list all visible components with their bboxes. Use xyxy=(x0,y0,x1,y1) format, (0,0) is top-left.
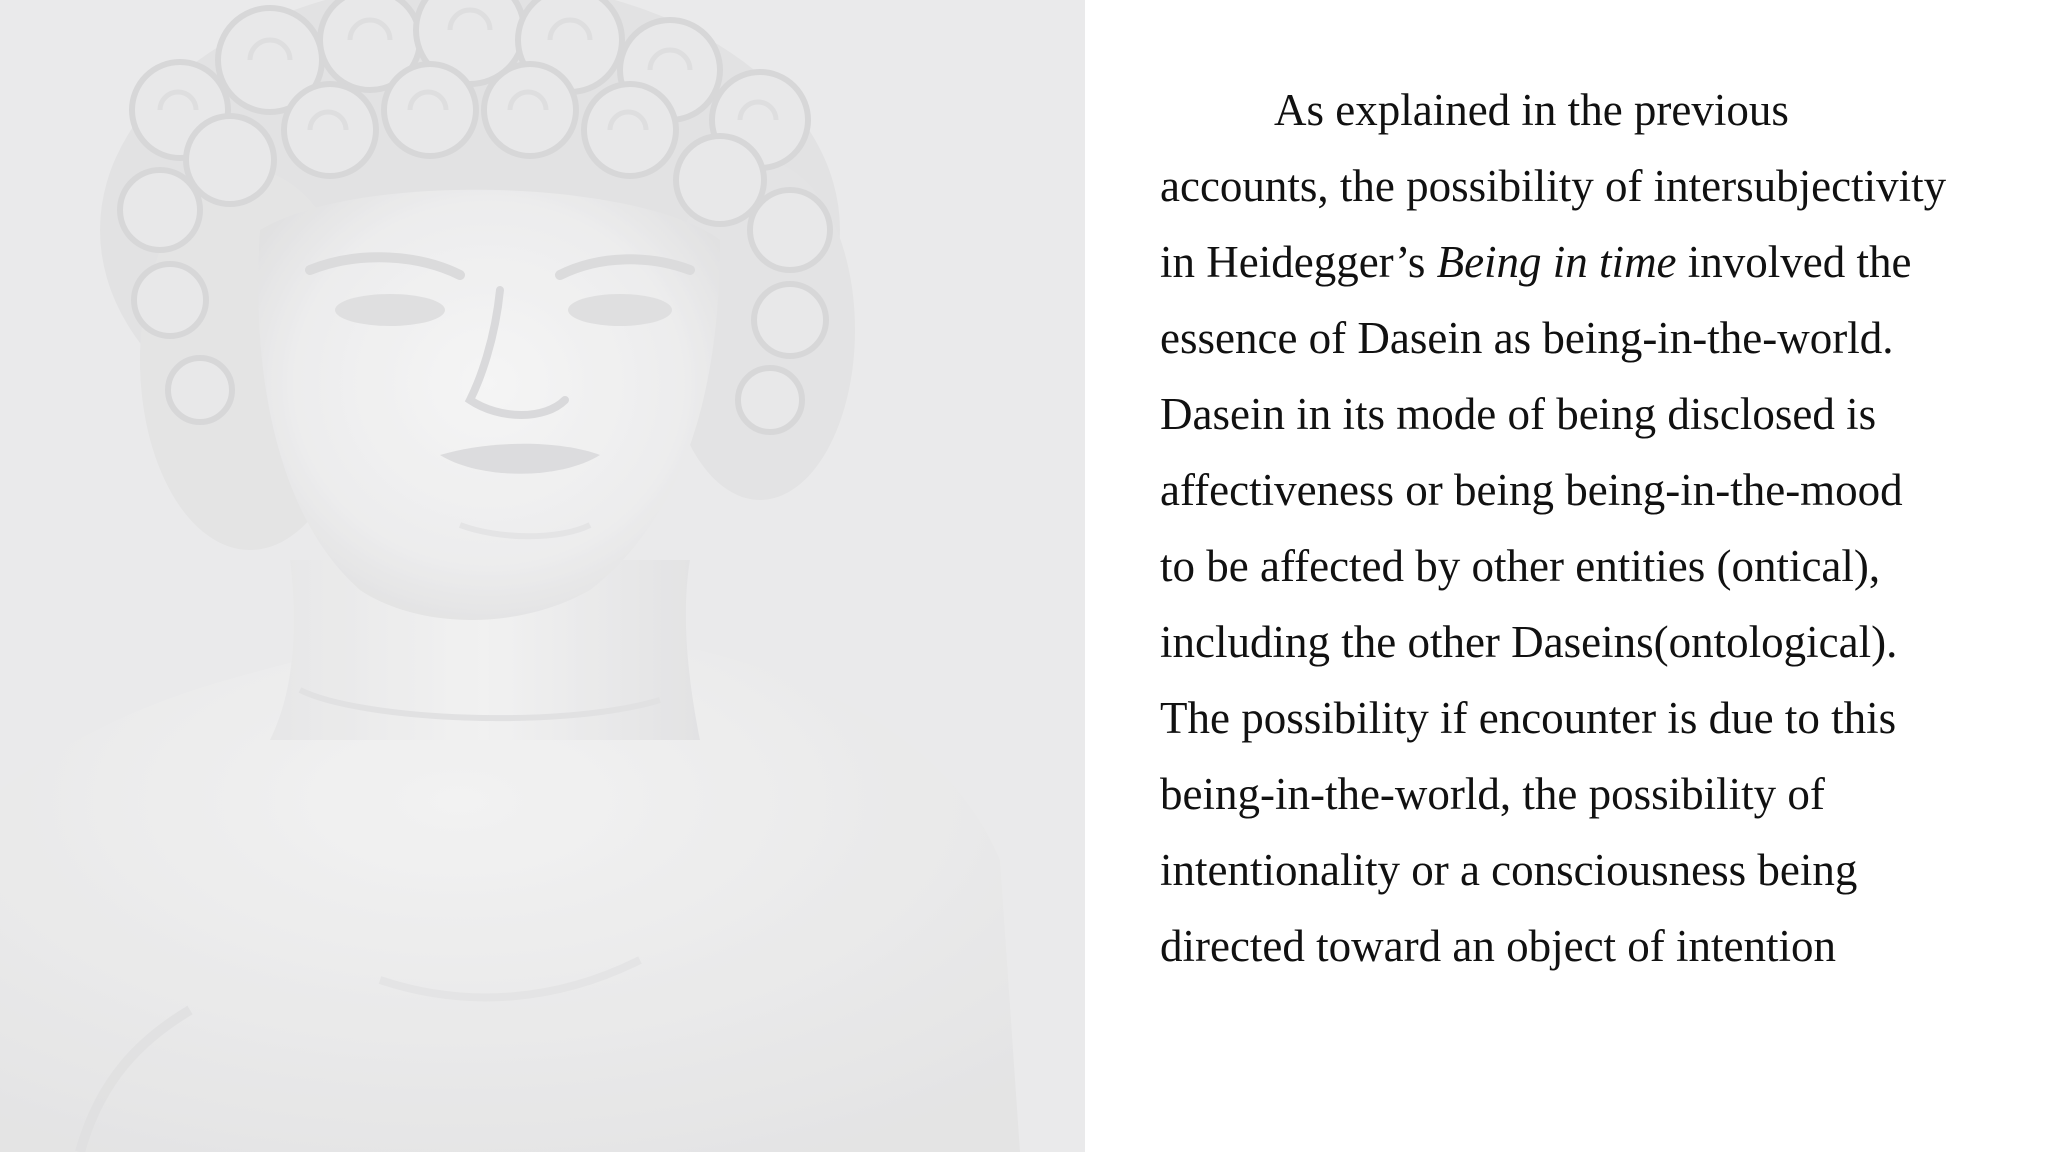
paragraph-line-10: being-in-the-world, the possibility of xyxy=(1160,769,1825,819)
line3-before: in Heidegger’s xyxy=(1160,237,1437,287)
paragraph-line-4: essence of Dasein as being-in-the-world. xyxy=(1160,313,1894,363)
paragraph-line-7: to be affected by other entities (ontical), xyxy=(1160,541,1881,591)
paragraph-line-9: The possibility if encounter is due to this xyxy=(1160,693,1897,743)
paragraph-line-12: directed toward an object of intention xyxy=(1160,921,1837,971)
paragraph-line-2: accounts, the possibility of intersubjectivity xyxy=(1160,161,1947,211)
book-title: Being in time xyxy=(1436,237,1677,287)
paragraph-line-1: As explained in the previous xyxy=(1274,85,1789,135)
body-paragraph xyxy=(1160,80,2000,992)
paragraph-line-8: including the other Daseins(ontological). xyxy=(1160,617,1898,667)
paragraph-line-11: intentionality or a consciousness being xyxy=(1160,845,1858,895)
line3-after: involved the xyxy=(1676,237,1912,287)
paragraph-line-5: Dasein in its mode of being disclosed is xyxy=(1160,389,1877,439)
paragraph-line-6: affectiveness or being being-in-the-mood xyxy=(1160,465,1903,515)
paragraph-line-3 xyxy=(1160,232,2000,308)
